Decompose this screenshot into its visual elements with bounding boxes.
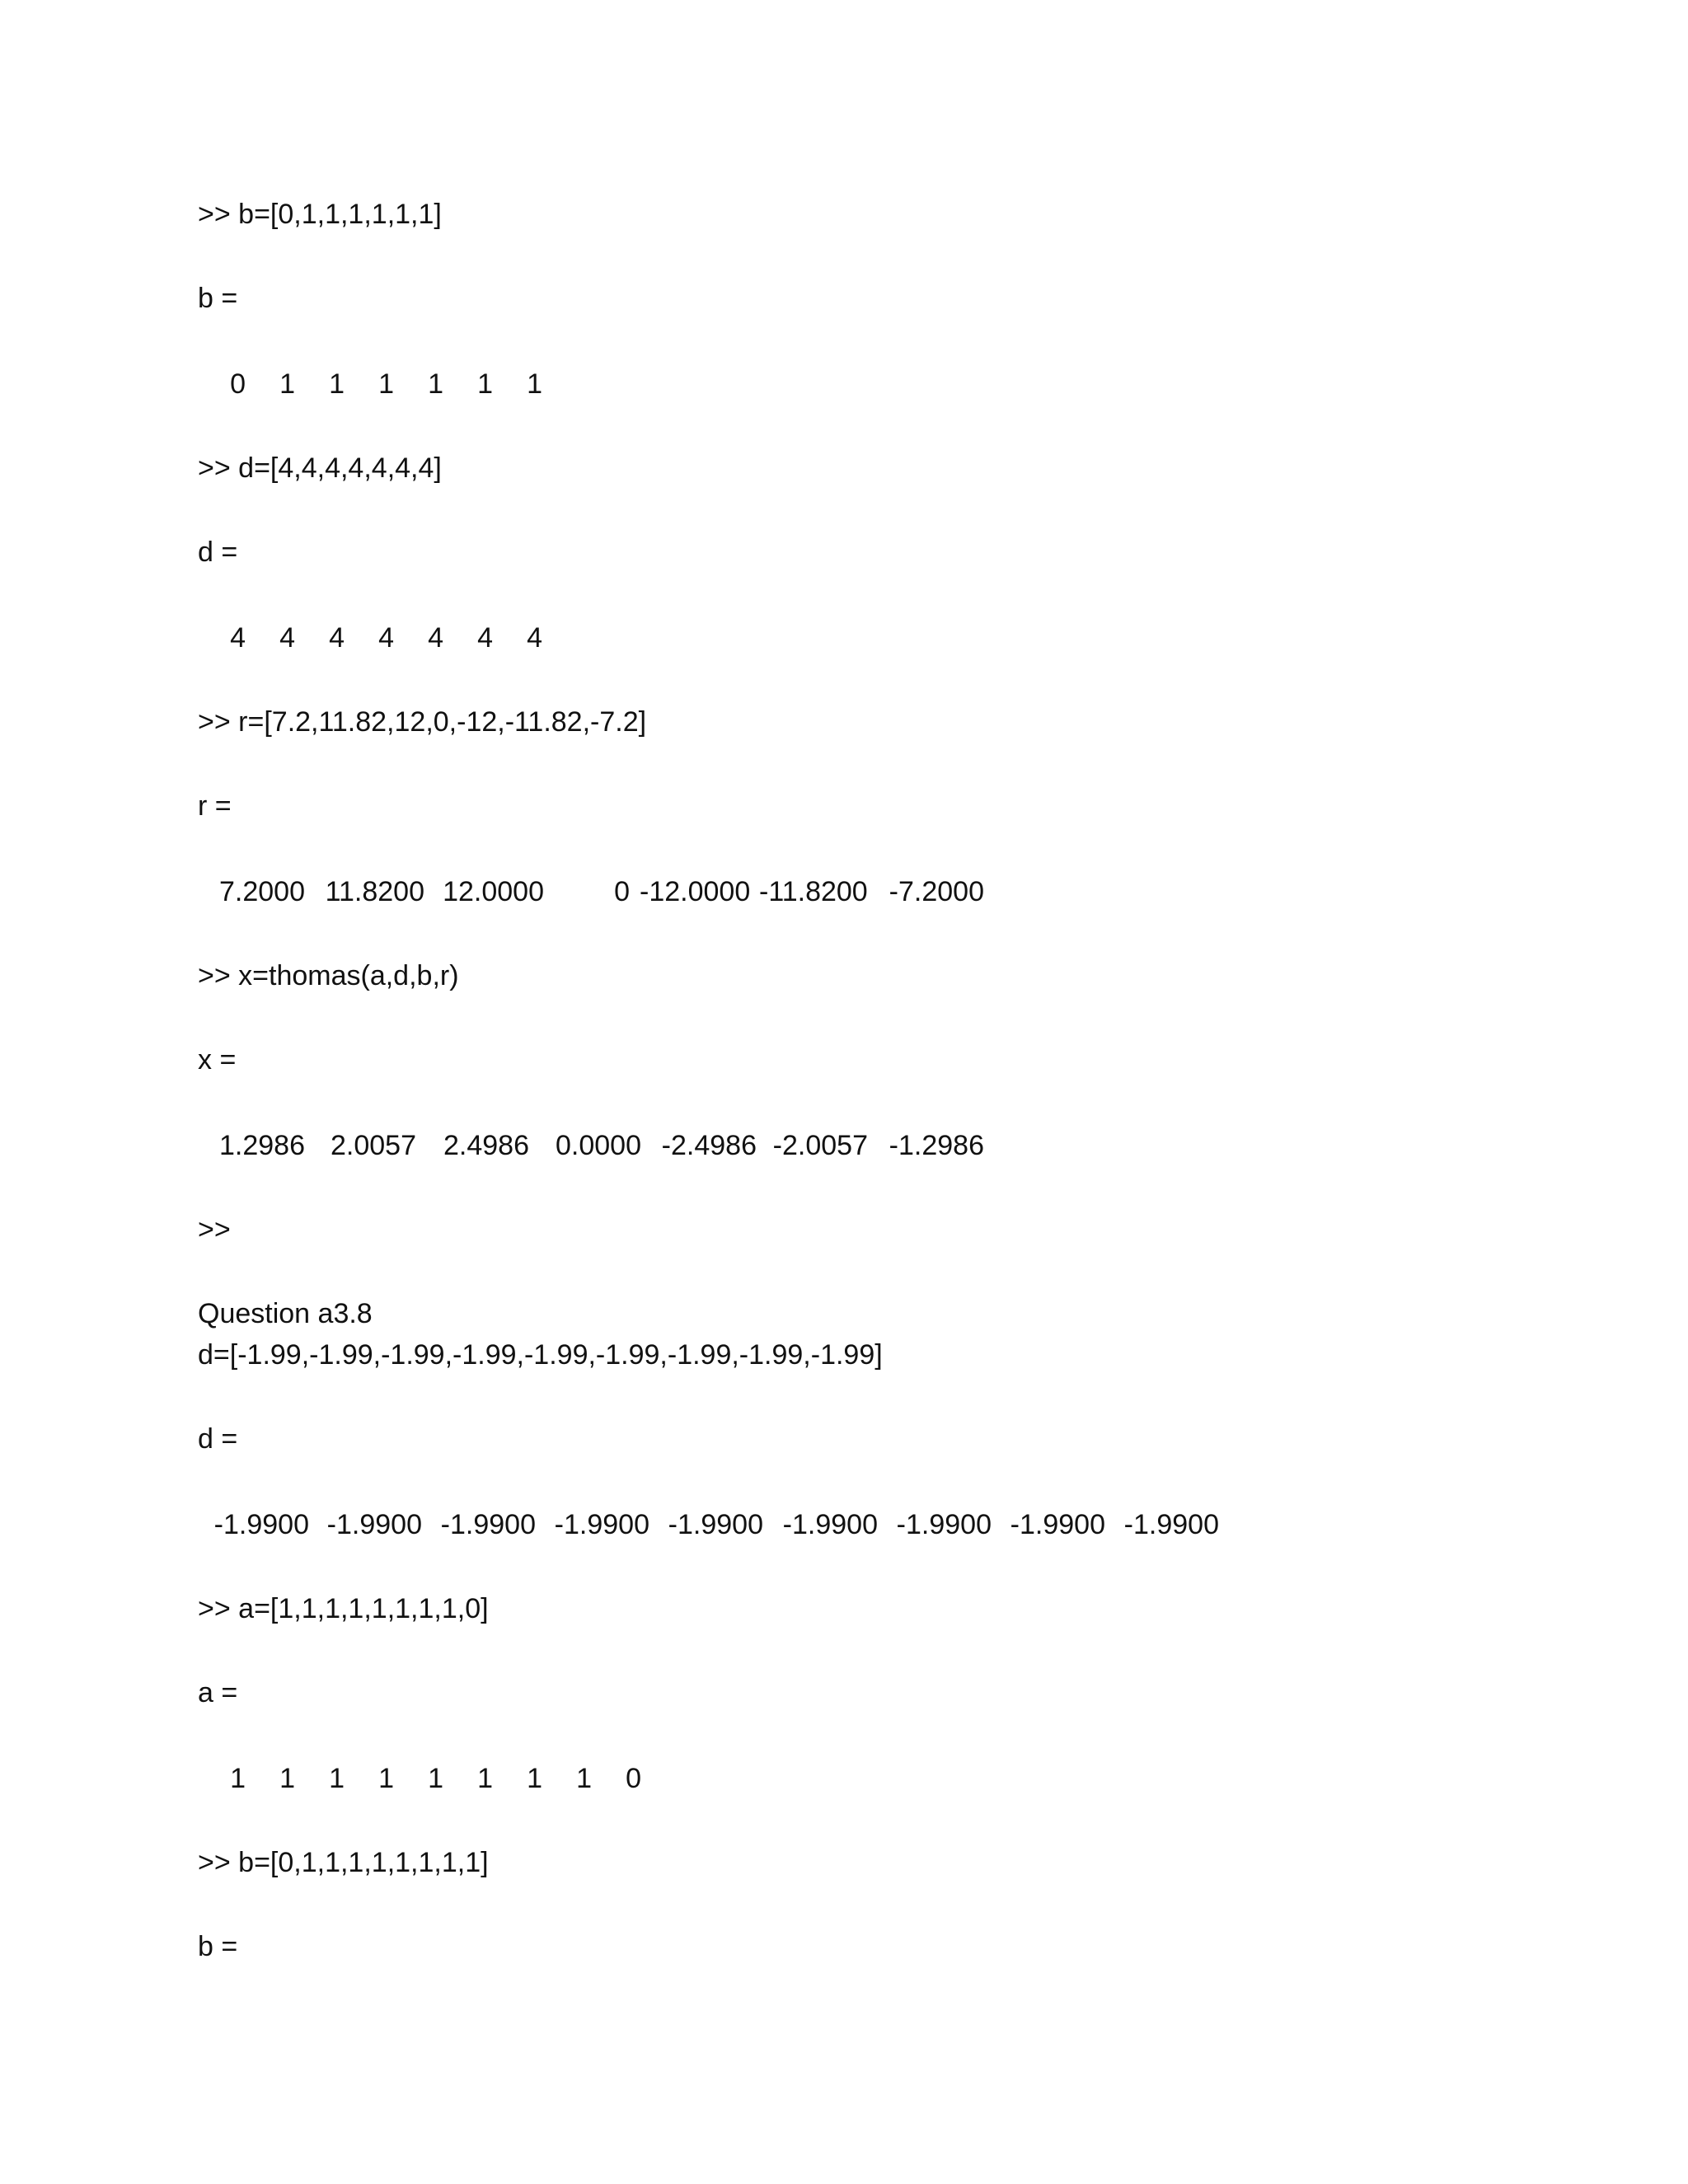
- value: 1: [477, 368, 493, 400]
- command-line: >> b=[0,1,1,1,1,1,1,1,1]: [198, 1847, 489, 1878]
- output-values-d: [0, 620, 1688, 656]
- value: 12.0000: [443, 876, 544, 907]
- value: 1: [428, 368, 443, 400]
- value: 1: [279, 1763, 295, 1794]
- value: 0: [626, 1763, 641, 1794]
- value: -1.9900: [554, 1509, 649, 1540]
- prompt: >>: [198, 1214, 231, 1245]
- output-label: b =: [198, 1931, 238, 1962]
- command-line: >> x=thomas(a,d,b,r): [198, 960, 459, 991]
- value: -7.2000: [889, 876, 984, 907]
- value: 1: [527, 1763, 542, 1794]
- command-line: >> d=[4,4,4,4,4,4,4]: [198, 452, 442, 484]
- value: 11.8200: [325, 876, 424, 907]
- value: 1: [428, 1763, 443, 1794]
- command-line: >> r=[7.2,11.82,12,0,-12,-11.82,-7.2]: [198, 706, 647, 738]
- value: 1: [279, 368, 295, 400]
- output-values-d2: [0, 1507, 1688, 1543]
- value: -11.8200: [759, 876, 868, 907]
- value: 1: [378, 368, 394, 400]
- output-label: r =: [198, 790, 232, 822]
- value: 4: [378, 622, 394, 654]
- command-line: d=[-1.99,-1.99,-1.99,-1.99,-1.99,-1.99,-1.99,-1.99,-1.99]: [198, 1339, 883, 1371]
- value: -1.9900: [440, 1509, 536, 1540]
- value: 1: [230, 1763, 246, 1794]
- value: 2.4986: [443, 1130, 529, 1161]
- value: 4: [527, 622, 542, 654]
- value: 4: [428, 622, 443, 654]
- value: 0: [614, 876, 630, 907]
- value: 1: [378, 1763, 394, 1794]
- value: 4: [230, 622, 246, 654]
- value: 1.2986: [219, 1130, 305, 1161]
- value: -1.9900: [326, 1509, 422, 1540]
- value: 1: [527, 368, 542, 400]
- output-values-b: [0, 366, 1688, 402]
- value: 1: [576, 1763, 592, 1794]
- value: -1.9900: [1123, 1509, 1219, 1540]
- value: 0: [230, 368, 246, 400]
- output-label: d =: [198, 1423, 238, 1455]
- value: 1: [329, 368, 345, 400]
- value: 4: [329, 622, 345, 654]
- output-label: a =: [198, 1677, 238, 1708]
- command-line: >> b=[0,1,1,1,1,1,1]: [198, 199, 442, 230]
- value: -1.9900: [896, 1509, 992, 1540]
- command-line: >> a=[1,1,1,1,1,1,1,1,0]: [198, 1593, 489, 1624]
- value: 0.0000: [556, 1130, 641, 1161]
- question-heading: Question a3.8: [198, 1298, 373, 1329]
- value: 2.0057: [331, 1130, 416, 1161]
- value: -1.9900: [213, 1509, 309, 1540]
- value: 1: [329, 1763, 345, 1794]
- value: 4: [477, 622, 493, 654]
- value: 4: [279, 622, 295, 654]
- output-values-r: [0, 874, 1688, 910]
- output-values-a: [0, 1760, 1688, 1797]
- value: 7.2000: [219, 876, 305, 907]
- value: -12.0000: [640, 876, 751, 907]
- output-label: x =: [198, 1044, 237, 1076]
- value: -1.9900: [668, 1509, 763, 1540]
- value: 1: [477, 1763, 493, 1794]
- output-label: d =: [198, 537, 238, 568]
- output-values-x: [0, 1127, 1688, 1164]
- value: -1.9900: [782, 1509, 878, 1540]
- value: -1.2986: [889, 1130, 984, 1161]
- value: -2.4986: [661, 1130, 757, 1161]
- value: -1.9900: [1010, 1509, 1105, 1540]
- value: -2.0057: [772, 1130, 868, 1161]
- output-label: b =: [198, 283, 238, 314]
